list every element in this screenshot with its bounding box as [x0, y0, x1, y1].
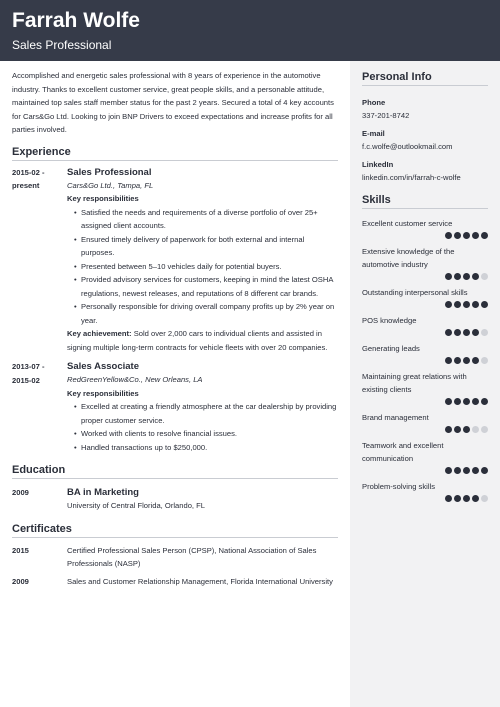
rating-dot-filled [445, 398, 452, 405]
job-company: Cars&Go Ltd., Tampa, FL [67, 180, 154, 190]
rating-dot-empty [481, 495, 488, 502]
phone-value: 337-201-8742 [362, 111, 410, 120]
skill-rating [362, 232, 488, 239]
skills-list [362, 217, 488, 502]
skill-name: Brand management [362, 413, 429, 422]
rating-dot-filled [472, 398, 479, 405]
skill-item [362, 245, 488, 280]
skill-item [362, 370, 488, 405]
responsibilities-list [67, 206, 338, 328]
rating-dot-filled [472, 273, 479, 280]
rating-dot-filled [445, 273, 452, 280]
job-date-end: 2015-02 [12, 375, 40, 385]
rating-dot-filled [454, 495, 461, 502]
resume-header [0, 0, 500, 61]
certificate-year: 2009 [12, 576, 29, 586]
job-date-end: present [12, 181, 40, 190]
rating-dot-filled [463, 329, 470, 336]
responsibility-item: • Ensured timely delivery of paperwork for both external and internal purposes. [76, 233, 338, 260]
skill-name: Generating leads [362, 344, 420, 353]
key-achievement [67, 327, 338, 354]
certificate-text: Sales and Customer Relationship Management, Florida International University [67, 576, 333, 586]
achievement-label: Key achievement: [67, 329, 132, 338]
rating-dot-filled [463, 357, 470, 364]
summary-text: Accomplished and energetic sales professional with 8 years of experience in the automotive industry. Thanks to excellent customer service, great people skills, and a personable attitude, maintained top sales staff member status for the past 2 years. Secured a total of 4 key accounts for Cars&Go Ltd. Looking to join BNP Drivers to exceed expectations and increase profits for all parties involved. [12, 71, 334, 134]
rating-dot-filled [454, 357, 461, 364]
candidate-name: Farrah Wolfe [12, 9, 140, 32]
rating-dot-empty [472, 426, 479, 433]
rating-dot-filled [445, 232, 452, 239]
responsibility-item: • Satisfied the needs and requirements of a diverse portfolio of over 25+ assigned client accounts. [76, 206, 338, 233]
job-title: Sales Professional [67, 166, 152, 178]
rating-dot-filled [481, 467, 488, 474]
rating-dot-empty [481, 273, 488, 280]
certificate-entry [12, 575, 338, 589]
rating-dot-filled [454, 426, 461, 433]
skill-rating [362, 398, 488, 405]
experience-heading: Experience [12, 146, 338, 161]
skill-rating [362, 467, 488, 474]
education-entry [12, 486, 338, 513]
education-heading: Education [12, 464, 338, 479]
certificate-year: 2015 [12, 545, 29, 555]
job-date-start: 2013-07 - [12, 362, 45, 371]
rating-dot-filled [472, 329, 479, 336]
rating-dot-filled [463, 398, 470, 405]
responsibilities-label: Key responsibilities [67, 194, 139, 203]
rating-dot-filled [445, 467, 452, 474]
skill-name: POS knowledge [362, 316, 417, 325]
rating-dot-filled [463, 426, 470, 433]
skill-rating [362, 495, 488, 502]
rating-dot-empty [481, 357, 488, 364]
skill-item [362, 439, 488, 474]
skill-rating [362, 426, 488, 433]
main-column [12, 69, 338, 588]
responsibilities-label: Key responsibilities [67, 388, 139, 398]
job-title: Sales Associate [67, 361, 139, 372]
job-company: RedGreenYellow&Co., New Orleans, LA [67, 375, 203, 384]
responsibilities-list [67, 400, 338, 454]
rating-dot-filled [454, 232, 461, 239]
skill-item [362, 217, 488, 239]
rating-dot-filled [463, 301, 470, 308]
skill-item [362, 411, 488, 433]
skill-rating [362, 301, 488, 308]
sidebar [350, 61, 500, 707]
education-year: 2009 [12, 488, 29, 497]
linkedin-value: linkedin.com/in/farrah-c-wolfe [362, 173, 461, 182]
rating-dot-filled [445, 357, 452, 364]
skill-name: Excellent customer service [362, 219, 453, 228]
rating-dot-filled [481, 301, 488, 308]
skill-name: Teamwork and excellent communication [362, 441, 444, 463]
certificates-heading: Certificates [12, 523, 338, 538]
responsibility-item: • Presented between 5–10 vehicles daily for potential buyers. [76, 260, 338, 274]
skill-item [362, 342, 488, 364]
rating-dot-filled [454, 467, 461, 474]
responsibility-item: • Handled transactions up to $250,000. [76, 441, 338, 455]
rating-dot-filled [454, 301, 461, 308]
job-dates [12, 360, 64, 387]
skill-rating [362, 357, 488, 364]
skill-item [362, 314, 488, 336]
rating-dot-filled [445, 426, 452, 433]
skill-name: Maintaining great relations with existing clients [362, 372, 467, 394]
certificate-text: Certified Professional Sales Person (CPSP), National Association of Sales Professionals (NASP) [67, 545, 317, 568]
certificate-entry [12, 544, 338, 571]
skill-name: Extensive knowledge of the automotive industry [362, 247, 455, 269]
job-entry [12, 360, 338, 454]
job-dates [12, 166, 64, 193]
rating-dot-filled [472, 495, 479, 502]
rating-dot-filled [472, 357, 479, 364]
skills-heading: Skills [362, 194, 488, 209]
rating-dot-empty [481, 426, 488, 433]
skill-rating [362, 329, 488, 336]
rating-dot-filled [454, 273, 461, 280]
responsibility-item: • Worked with clients to resolve financial issues. [76, 427, 338, 441]
email-value: f.c.wolfe@outlookmail.com [362, 142, 453, 151]
rating-dot-filled [454, 398, 461, 405]
rating-dot-filled [463, 232, 470, 239]
skill-rating [362, 273, 488, 280]
school: University of Central Florida, Orlando, FL [67, 501, 206, 510]
rating-dot-filled [445, 495, 452, 502]
responsibility-item: • Excelled at creating a friendly atmosphere at the car dealership by providing proper customer service. [76, 400, 338, 427]
skill-name: Outstanding interpersonal skills [362, 288, 468, 297]
rating-dot-filled [472, 301, 479, 308]
rating-dot-filled [463, 273, 470, 280]
rating-dot-filled [445, 301, 452, 308]
responsibility-item: • Provided advisory services for customers, keeping in mind the latest OSHA regulations, newest releases, and reputations of 8 different car brands. [76, 273, 338, 300]
responsibility-item: • Personally responsible for driving overall company profits up by 2% year on year. [76, 300, 338, 327]
email-label: E-mail [362, 129, 385, 138]
degree: BA in Marketing [67, 487, 139, 498]
rating-dot-filled [454, 329, 461, 336]
rating-dot-filled [481, 398, 488, 405]
candidate-title: Sales Professional [12, 38, 112, 52]
rating-dot-filled [481, 232, 488, 239]
skill-item [362, 286, 488, 308]
phone-label: Phone [362, 98, 386, 107]
rating-dot-filled [463, 495, 470, 502]
rating-dot-filled [445, 329, 452, 336]
rating-dot-filled [472, 232, 479, 239]
skill-name: Problem-solving skills [362, 482, 436, 491]
achievement-text: Sold over 2,000 cars to individual clients and assisted in signing multiple long-term contracts for vehicle fleets with over 20 companies. [67, 329, 328, 352]
personal-info-heading: Personal Info [362, 71, 488, 86]
rating-dot-empty [481, 329, 488, 336]
linkedin-label: LinkedIn [362, 160, 394, 169]
job-date-start: 2015-02 - [12, 167, 45, 177]
skill-item [362, 480, 488, 502]
rating-dot-filled [463, 467, 470, 474]
rating-dot-filled [472, 467, 479, 474]
job-entry [12, 166, 338, 355]
